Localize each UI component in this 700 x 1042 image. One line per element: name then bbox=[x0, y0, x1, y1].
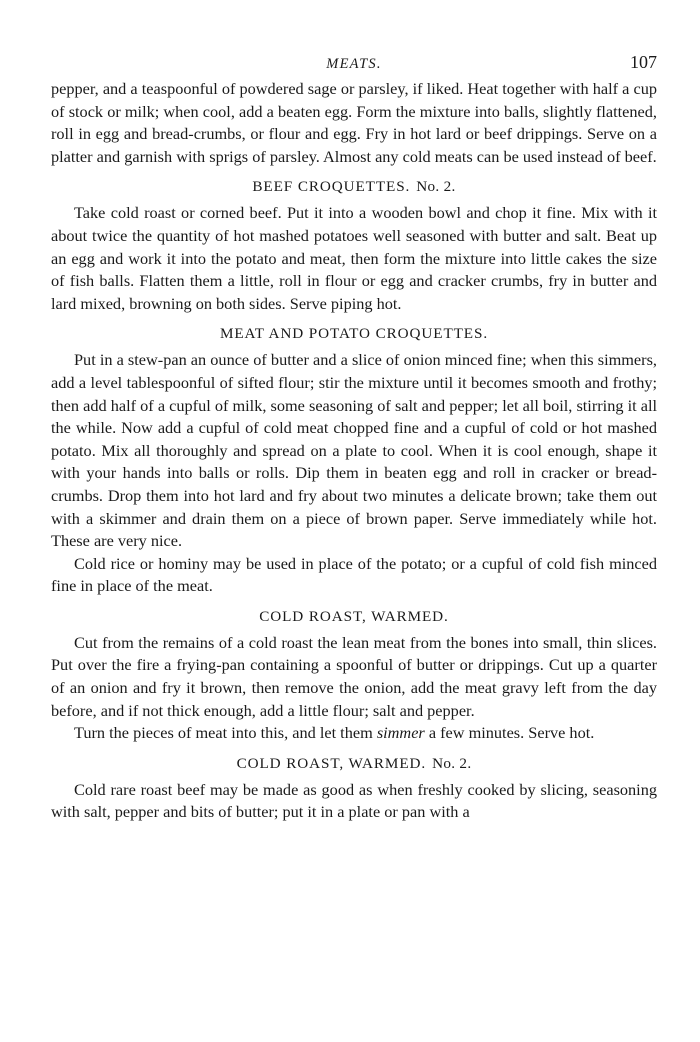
emphasis-text: simmer bbox=[376, 723, 425, 743]
recipe-heading bbox=[51, 177, 657, 197]
paragraph: Cold rice or hominy may be used in place of the potato; or a cupful of cold fish minced fine in place of the meat. bbox=[51, 553, 657, 596]
paragraph-text: a few minutes. Serve hot. bbox=[424, 723, 595, 743]
recipe-cold-roast-warmed-2 bbox=[51, 754, 657, 824]
paragraph: Put in a stew-pan an ounce of butter and a slice of onion minced fine; when this simmers, add a level tablespoonful of sifted flour; stir the mixture until it becomes smooth and frothy; then add half of a cupful of milk, some seasoning of salt and pepper; let all boil, stirring it all the while. Now add a cupful of cold meat chopped fine and a cupful of cold or hot mashed potato. Mix all thoroughly and spread on a plate to cool. When it is cool enough, shape it with your hands into balls or rolls. Dip them in beaten egg and roll in cracker or bread-crumbs. Drop them into hot lard and fry about two minutes a delicate brown; take them out with a skimmer and drain them on a piece of brown paper. Serve immediately while hot. These are very nice. bbox=[51, 350, 657, 551]
recipe-title: COLD ROAST, WARMED. bbox=[236, 754, 427, 772]
running-head bbox=[51, 52, 657, 78]
recipe-title: MEAT AND POTATO CROQUETTES. bbox=[219, 325, 489, 343]
recipe-continuation bbox=[51, 78, 657, 168]
paragraph: pepper, and a teaspoonful of powdered sage or parsley, if liked. Heat together with half a cup of stock or milk; when cool, add a beaten egg. Form the mixture into balls, slightly flattened, roll in egg and bread-crumbs, or flour and egg. Fry in hot lard or beef drippings. Serve on a platter and garnish with sprigs of parsley. Almost any cold meats can be used instead of beef. bbox=[51, 79, 657, 166]
recipe-heading bbox=[51, 324, 657, 344]
recipe-number: No. 2. bbox=[416, 178, 456, 196]
recipe-title: COLD ROAST, WARMED. bbox=[259, 607, 449, 625]
paragraph: Take cold roast or corned beef. Put it into a wooden bowl and chop it fine. Mix with it about twice the quantity of hot mashed potatoes well seasoned with butter and salt. Beat up an egg and work it into the potato and meat, then form the mixture into little cakes the size of fish balls. Flatten them a little, roll in flour or egg and cracker crumbs, fry in butter and lard mixed, browning on both sides. Serve piping hot. bbox=[51, 203, 657, 313]
page-number: 107 bbox=[630, 52, 657, 72]
paragraph-text: Turn the pieces of meat into this, and let them bbox=[74, 723, 377, 743]
paragraph bbox=[51, 722, 657, 745]
paragraph: Cut from the remains of a cold roast the lean meat from the bones into small, thin slices. Put over the fire a frying-pan containing a spoonful of butter or drippings. Cut up a quarter of an onion and fry it brown, then remove the onion, add the meat gravy left from the day before, and if not thick enough, add a little flour; salt and pepper. bbox=[51, 632, 657, 720]
recipe-meat-potato-croquettes bbox=[51, 324, 657, 598]
paragraph: Cold rare roast beef may be made as good as when freshly cooked by slicing, seasoning with salt, pepper and bits of butter; put it in a plate or pan with a bbox=[51, 779, 657, 822]
recipe-heading bbox=[51, 607, 657, 627]
running-title: MEATS. bbox=[326, 56, 382, 72]
book-page bbox=[51, 52, 657, 824]
recipe-number: No. 2. bbox=[432, 754, 472, 772]
recipe-title: BEEF CROQUETTES. bbox=[252, 178, 411, 196]
recipe-beef-croquettes-2 bbox=[51, 177, 657, 315]
recipe-heading bbox=[51, 754, 657, 774]
recipe-cold-roast-warmed bbox=[51, 607, 657, 745]
